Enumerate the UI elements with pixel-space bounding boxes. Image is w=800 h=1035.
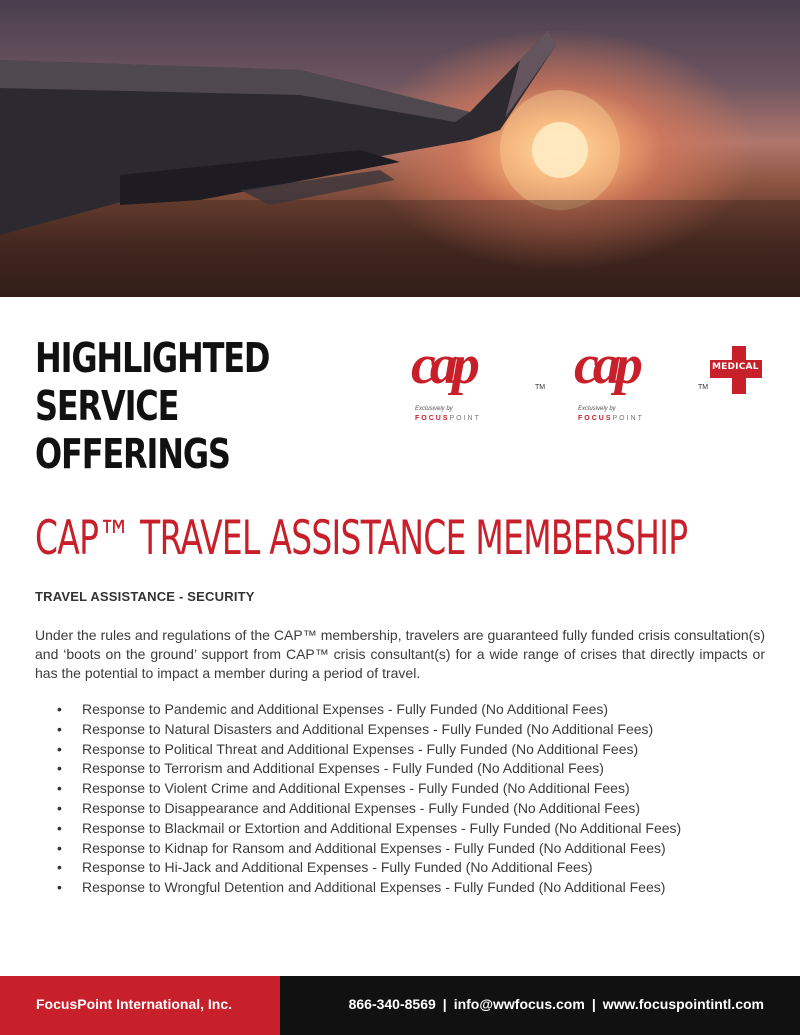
list-item: • Response to Kidnap for Ransom and Additional Expenses - Fully Funded (No Additional Fees)	[35, 839, 681, 859]
company-name: FocusPoint International, Inc.	[36, 996, 233, 1012]
exclusive-label: Exclusively by	[578, 406, 616, 412]
focuspoint-brand	[578, 415, 644, 422]
list-item: • Response to Wrongful Detention and Additional Expenses - Fully Funded (No Additional Fees)	[35, 878, 681, 898]
cap-medical-logo	[570, 334, 770, 429]
list-item: • Response to Blackmail or Extortion and Additional Expenses - Fully Funded (No Additional Fees)	[35, 819, 681, 839]
footer-contact-block	[280, 976, 800, 1035]
medical-cross-icon	[710, 346, 762, 394]
section-label: TRAVEL ASSISTANCE - SECURITY	[35, 589, 255, 604]
page-heading	[35, 334, 292, 478]
list-item: • Response to Pandemic and Additional Expenses - Fully Funded (No Additional Fees)	[35, 700, 681, 720]
cap-wordmark-text: cap	[411, 334, 474, 396]
trademark-mark: TM	[698, 384, 709, 391]
service-list	[35, 700, 681, 898]
heading-line-2: SERVICE	[35, 382, 179, 430]
hero-image-airplane-wing-sunset	[0, 0, 800, 297]
heading-line-3: OFFERINGS	[35, 430, 230, 478]
brand-focus: FOCUS	[415, 415, 450, 422]
separator: |	[591, 996, 596, 1012]
heading-line-1: HIGHLIGHTED	[35, 334, 270, 382]
list-item: • Response to Violent Crime and Additional Expenses - Fully Funded (No Additional Fees)	[35, 779, 681, 799]
intro-paragraph: Under the rules and regulations of the CAP™ membership, travelers are guaranteed fully funded crisis consultation(s) and ‘boots on the ground’ support from CAP™ crisis consultant(s) for a wide range of crises that directly impacts or has the potential to impact a member during a period of travel.	[35, 627, 765, 681]
list-item: • Response to Political Threat and Additional Expenses - Fully Funded (No Additional Fees)	[35, 740, 681, 760]
medical-badge-text: MEDICAL	[712, 362, 759, 372]
cap-logo	[407, 334, 557, 429]
cap-medical-wordmark	[574, 334, 637, 396]
brand-focus: FOCUS	[578, 415, 613, 422]
footer	[0, 976, 800, 1035]
list-item: • Response to Terrorism and Additional Expenses - Fully Funded (No Additional Fees)	[35, 759, 681, 779]
website-link[interactable]: www.focuspointintl.com	[602, 996, 764, 1012]
cap-wordmark	[411, 334, 474, 396]
list-item: • Response to Disappearance and Additional Expenses - Fully Funded (No Additional Fees)	[35, 799, 681, 819]
membership-title: CAP™ TRAVEL ASSISTANCE MEMBERSHIP	[35, 511, 688, 566]
brand-point: POINT	[612, 415, 644, 422]
list-item: • Response to Hi-Jack and Additional Expenses - Fully Funded (No Additional Fees)	[35, 858, 681, 878]
cap-medical-wordmark-text: cap	[574, 334, 637, 396]
trademark-mark: TM	[535, 384, 546, 391]
exclusive-label: Exclusively by	[415, 406, 453, 412]
footer-company-block	[0, 976, 280, 1035]
focuspoint-brand	[415, 415, 481, 422]
contact-info	[349, 996, 764, 1012]
brand-point: POINT	[449, 415, 481, 422]
list-item: • Response to Natural Disasters and Additional Expenses - Fully Funded (No Additional Fees)	[35, 720, 681, 740]
separator: |	[442, 996, 447, 1012]
phone-number: 866-340-8569	[348, 996, 436, 1012]
airplane-wing-illustration	[0, 0, 800, 297]
email-link[interactable]: info@wwfocus.com	[453, 996, 585, 1012]
